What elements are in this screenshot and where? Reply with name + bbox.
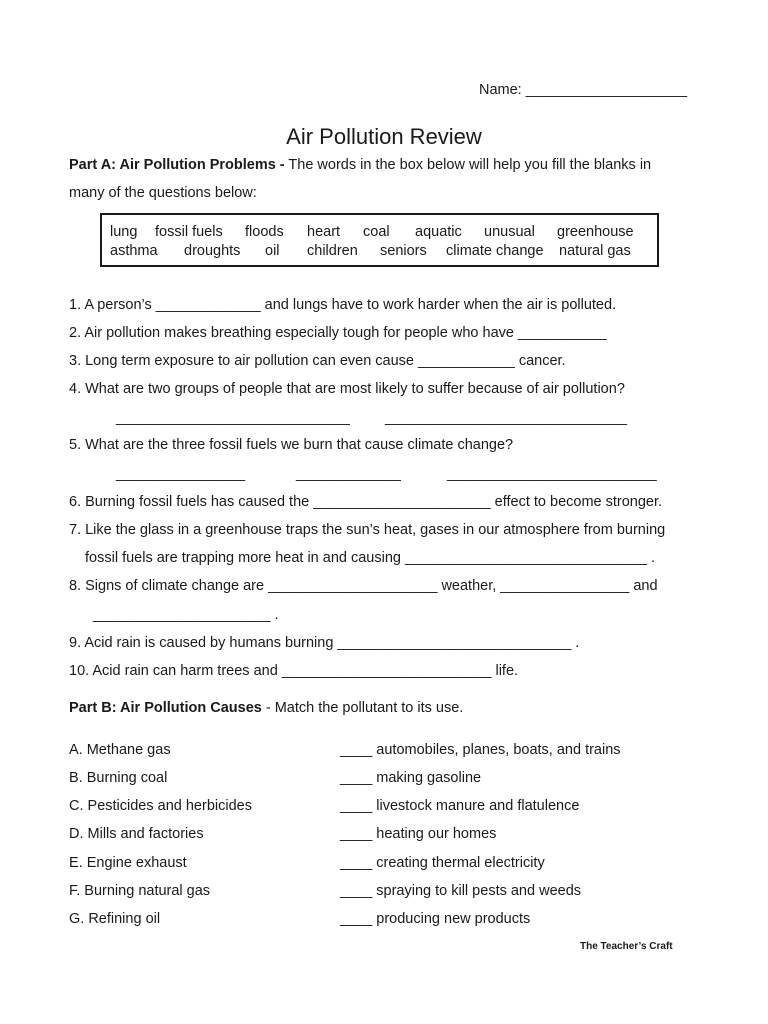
word-bank-item: heart (307, 224, 341, 240)
word-bank-item: lung (110, 224, 138, 240)
question-1: 1. A person’s _____________ and lungs have to work harder when the air is polluted. (69, 297, 617, 313)
word-bank-item: greenhouse (557, 224, 634, 240)
word-bank-item: seniors (380, 243, 427, 259)
footer-credit: The Teacher’s Craft (580, 941, 673, 952)
part-a-heading: Part A: Air Pollution Problems - (69, 157, 285, 173)
word-bank-item: oil (265, 243, 280, 259)
question-4: 4. What are two groups of people that are most likely to suffer because of air pollution? (69, 381, 625, 397)
pollutant-item: A. Methane gas (69, 742, 171, 758)
part-a-intro-text: The words in the box below will help you fill the blanks in (284, 157, 652, 173)
word-bank-box (100, 213, 659, 267)
part-b-intro-text: - Match the pollutant to its use. (261, 700, 464, 716)
name-field-label: Name: ____________________ (479, 82, 688, 98)
pollutant-item: D. Mills and factories (69, 826, 204, 842)
part-a-intro (69, 157, 651, 173)
question-3: 3. Long term exposure to air pollution can even cause ____________ cancer. (69, 353, 566, 369)
use-item: ____ heating our homes (340, 826, 497, 842)
word-bank-item: floods (245, 224, 284, 240)
use-item: ____ livestock manure and flatulence (340, 798, 580, 814)
answer-blank: ________________ (116, 466, 246, 482)
use-item: ____ creating thermal electricity (340, 855, 545, 871)
use-item: ____ spraying to kill pests and weeds (340, 883, 582, 899)
word-bank-item: droughts (184, 243, 241, 259)
pollutant-item: F. Burning natural gas (69, 883, 211, 899)
part-b-heading: Part B: Air Pollution Causes (69, 700, 262, 716)
question-7-continued: fossil fuels are trapping more heat in and causing ______________________________ . (85, 550, 655, 566)
pollutant-item: E. Engine exhaust (69, 855, 187, 871)
question-7: 7. Like the glass in a greenhouse traps the sun’s heat, gases in our atmosphere from burning (69, 522, 666, 538)
question-10: 10. Acid rain can harm trees and __________________________ life. (69, 663, 519, 679)
word-bank-item: aquatic (415, 224, 462, 240)
pollutant-item: G. Refining oil (69, 911, 161, 927)
question-8-continued: ______________________ . (93, 607, 279, 623)
question-8: 8. Signs of climate change are _____________________ weather, ________________ and (69, 578, 658, 594)
word-bank-item: children (307, 243, 358, 259)
question-2: 2. Air pollution makes breathing especially tough for people who have ___________ (69, 325, 607, 341)
word-bank-item: unusual (484, 224, 535, 240)
word-bank-item: coal (363, 224, 390, 240)
word-bank-item: natural gas (559, 243, 631, 259)
word-bank-item: asthma (110, 243, 158, 259)
page-title: Air Pollution Review (286, 124, 482, 149)
answer-blank: __________________________ (447, 466, 657, 482)
word-bank-item: fossil fuels (155, 224, 223, 240)
pollutant-item: C. Pesticides and herbicides (69, 798, 252, 814)
part-b-intro (69, 700, 463, 716)
word-bank-item: climate change (446, 243, 544, 259)
answer-blank: _____________________________ (116, 410, 350, 426)
use-item: ____ making gasoline (340, 770, 482, 786)
question-6: 6. Burning fossil fuels has caused the ______________________ effect to become stronger. (69, 494, 663, 510)
question-5: 5. What are the three fossil fuels we burn that cause climate change? (69, 437, 514, 453)
part-a-intro-continued: many of the questions below: (69, 185, 257, 201)
use-item: ____ automobiles, planes, boats, and trains (340, 742, 621, 758)
answer-blank: ______________________________ (385, 410, 627, 426)
question-9: 9. Acid rain is caused by humans burning _____________________________ . (69, 635, 580, 651)
answer-blank: _____________ (296, 466, 401, 482)
pollutant-item: B. Burning coal (69, 770, 168, 786)
use-item: ____ producing new products (340, 911, 531, 927)
